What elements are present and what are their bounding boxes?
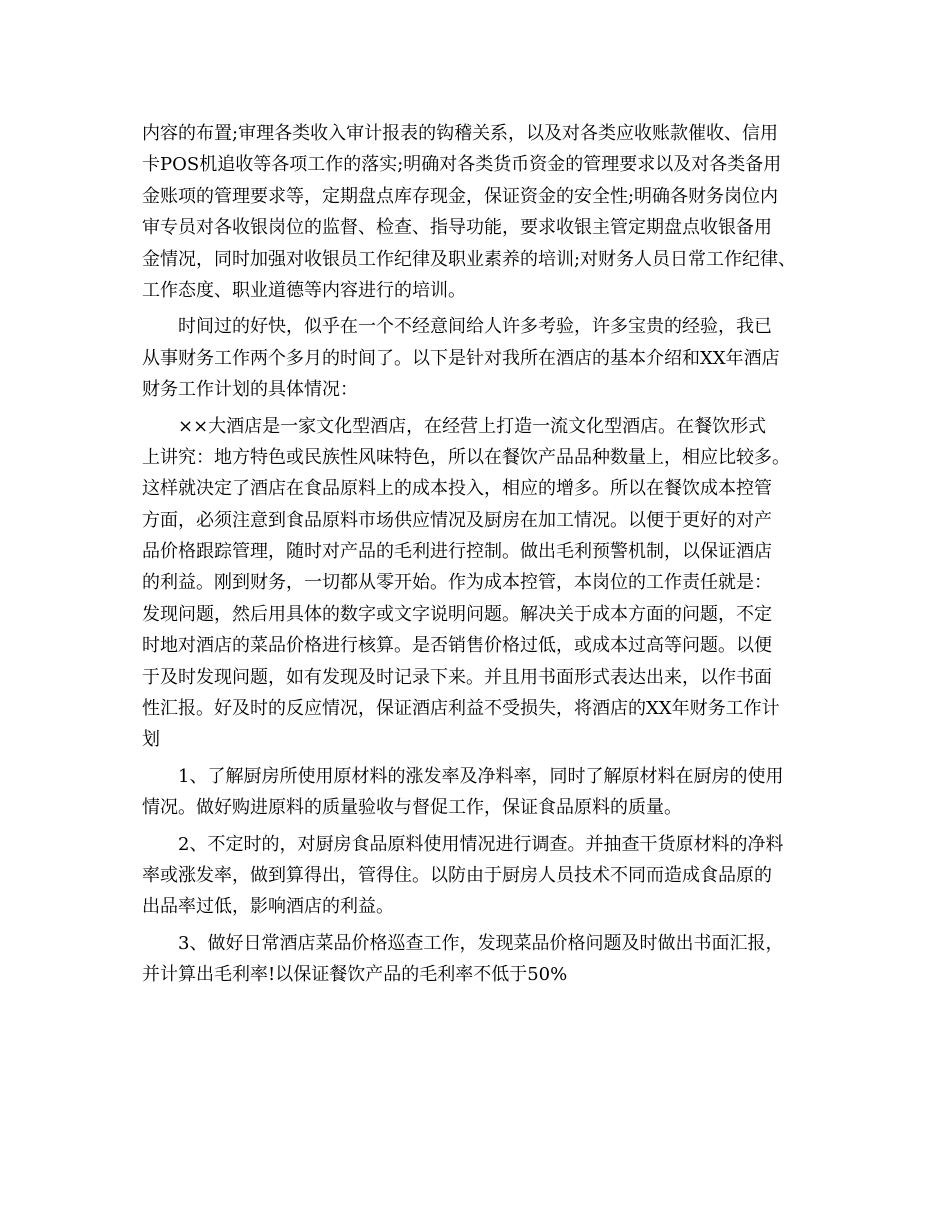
text-line: 的利益。刚到财务，一切都从零开始。作为成本控管，本岗位的工作责任就是： xyxy=(142,572,772,594)
text-line: 时间过的好快，似乎在一个不经意间给人许多考验，许多宝贵的经验，我已 xyxy=(178,316,772,338)
text-line: 审专员对各收银岗位的监督、检查、指导功能，要求收银主管定期盘点收银备用 xyxy=(142,217,772,239)
text-line: 从事财务工作两个多月的时间了。以下是针对我所在酒店的基本介绍和XX年酒店 xyxy=(142,347,780,369)
paragraph xyxy=(142,829,822,923)
paragraph xyxy=(142,411,822,756)
text-line: 这样就决定了酒店在食品原料上的成本投入，相应的增多。所以在餐饮成本控管 xyxy=(142,478,772,500)
text-line: 方面，必须注意到食品原料市场供应情况及厨房在加工情况。以便于更好的对产 xyxy=(142,509,772,531)
document-body xyxy=(142,118,822,991)
text-line: 卡POS机追收等各项工作的落实;明确对各类货币资金的管理要求以及对各类备用 xyxy=(142,154,782,176)
paragraph xyxy=(142,761,822,824)
text-line: 1、了解厨房所使用原材料的涨发率及净料率，同时了解原材料在厨房的使用 xyxy=(178,765,784,787)
paragraph xyxy=(142,928,822,991)
text-line: 发现问题，然后用具体的数字或文字说明问题。解决关于成本方面的问题，不定 xyxy=(142,603,772,625)
text-line: 性汇报。好及时的反应情况，保证酒店利益不受损失，将酒店的XX年财务工作计 xyxy=(142,698,780,720)
text-line: 3、做好日常酒店菜品价格巡查工作，发现菜品价格问题及时做出书面汇报， xyxy=(178,932,784,954)
paragraph xyxy=(142,311,822,405)
text-line: 工作态度、职业道德等内容进行的培训。 xyxy=(142,279,466,301)
text-line: 财务工作计划的具体情况： xyxy=(142,379,358,401)
text-line: 金情况，同时加强对收银员工作纪律及职业素养的培训;对财务人员日常工作纪律、 xyxy=(142,248,797,270)
text-line: 品价格跟踪管理，随时对产品的毛利进行控制。做出毛利预警机制，以保证酒店 xyxy=(142,541,772,563)
text-line: 内容的布置;审理各类收入审计报表的钩稽关系，以及对各类应收账款催收、信用 xyxy=(142,123,779,144)
text-line: ××大酒店是一家文化型酒店，在经营上打造一流文化型酒店。在餐饮形式 xyxy=(178,415,767,437)
text-line: 并计算出毛利率!以保证餐饮产品的毛利率不低于50% xyxy=(142,964,568,986)
text-line: 上讲究：地方特色或民族性风味特色，所以在餐饮产品品种数量上，相应比较多。 xyxy=(142,446,790,468)
text-line: 出品率过低，影响酒店的利益。 xyxy=(142,896,394,918)
text-line: 2、不定时的，对厨房食品原料使用情况进行调查。并抽查干货原材料的净料 xyxy=(178,833,784,855)
text-line: 于及时发现问题，如有发现及时记录下来。并且用书面形式表达出来，以作书面 xyxy=(142,666,772,688)
text-line: 时地对酒店的菜品价格进行核算。是否销售价格过低，或成本过高等问题。以便 xyxy=(142,635,772,657)
text-line: 金账项的管理要求等，定期盘点库存现金，保证资金的安全性;明确各财务岗位内 xyxy=(142,185,779,207)
text-line: 划 xyxy=(142,729,160,751)
text-line: 情况。做好购进原料的质量验收与督促工作，保证食品原料的质量。 xyxy=(142,797,682,819)
paragraph xyxy=(142,118,822,306)
text-line: 率或涨发率，做到算得出，管得住。以防由于厨房人员技术不同而造成食品原的 xyxy=(142,864,772,886)
